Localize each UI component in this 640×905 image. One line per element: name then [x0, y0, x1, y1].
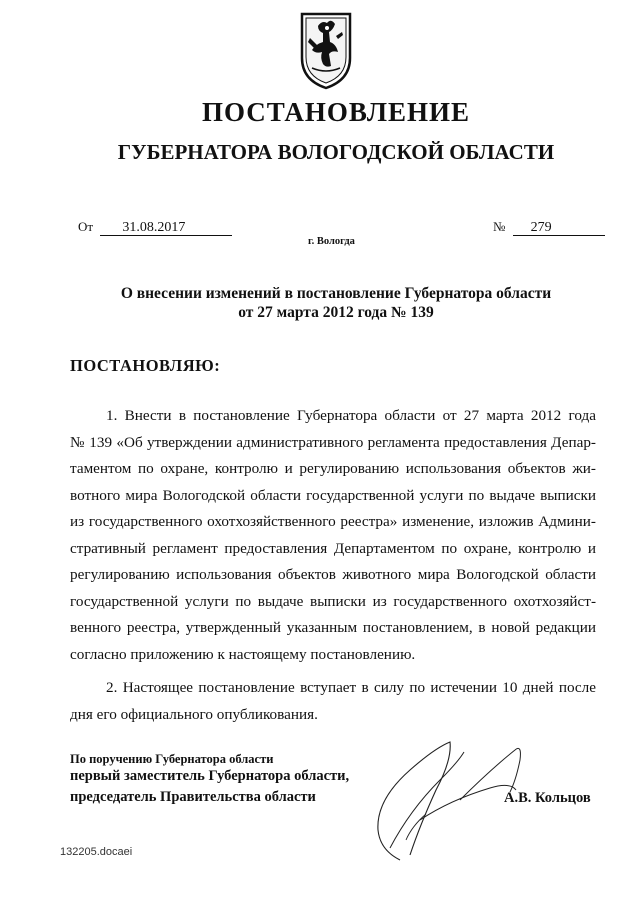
- city-label: г. Вологда: [308, 236, 355, 247]
- text-line: 2. Настоящее постановление вступает в силу по истечении 10 дней после: [106, 679, 596, 696]
- document-subtitle: ГУБЕРНАТОРА ВОЛОГОДСКОЙ ОБЛАСТИ: [117, 140, 555, 164]
- position-line: председатель Правительства области: [70, 789, 316, 805]
- text-line: из государственного охотхозяйственного реестра» изменение, изложив Админи-: [70, 513, 596, 530]
- text-line: дня его официального опубликования.: [70, 705, 318, 723]
- subject-heading: [0, 284, 640, 322]
- number-prefix: №: [493, 219, 506, 234]
- position-line: первый заместитель Губернатора области,: [70, 768, 350, 784]
- text-line: венного реестра, утвержденный указанным постановлением, в новой редакции: [70, 619, 596, 636]
- subject-line: О внесении изменений в постановление Губернатора области: [120, 285, 552, 302]
- date-field: [78, 219, 232, 236]
- date-prefix: От: [78, 219, 94, 234]
- text-line: № 139 «Об утверждении административного регламента предоставления Депар-: [70, 433, 596, 451]
- text-line: вотного мира Вологодской области государственной услуги по выдаче выписки: [70, 486, 596, 504]
- signatory-position: [70, 766, 349, 808]
- coat-of-arms-emblem: [296, 8, 356, 92]
- number-value: 279: [513, 220, 605, 236]
- text-line: таментом по охране, контролю и регулированию использования объектов жи-: [70, 460, 596, 477]
- body-paragraph-1: [70, 403, 596, 668]
- signatory-name: А.В. Кольцов: [504, 790, 591, 806]
- handwritten-signature: [340, 730, 530, 870]
- text-line: государственной услуги по выдаче выписки из государственного охотхозяйст-: [70, 592, 596, 610]
- text-line: согласно приложению к настоящему постановлению.: [70, 645, 416, 663]
- body-paragraph-2: [70, 675, 596, 728]
- number-field: [493, 219, 605, 236]
- text-line: регулированию использования объектов животного мира Вологодской области: [70, 566, 596, 583]
- text-line: 1. Внести в постановление Губернатора области от 27 марта 2012 года: [106, 407, 596, 424]
- document-id: 132205.docaei: [60, 846, 133, 858]
- text-line: стративный регламент предоставления Департаментом по охране, контролю и: [70, 539, 596, 557]
- date-value: 31.08.2017: [100, 220, 232, 236]
- signature-note: По поручению Губернатора области: [70, 752, 274, 766]
- document-title: ПОСТАНОВЛЕНИЕ: [201, 97, 471, 127]
- subject-line: от 27 марта 2012 года № 139: [238, 304, 434, 321]
- decree-word: ПОСТАНОВЛЯЮ:: [70, 356, 221, 375]
